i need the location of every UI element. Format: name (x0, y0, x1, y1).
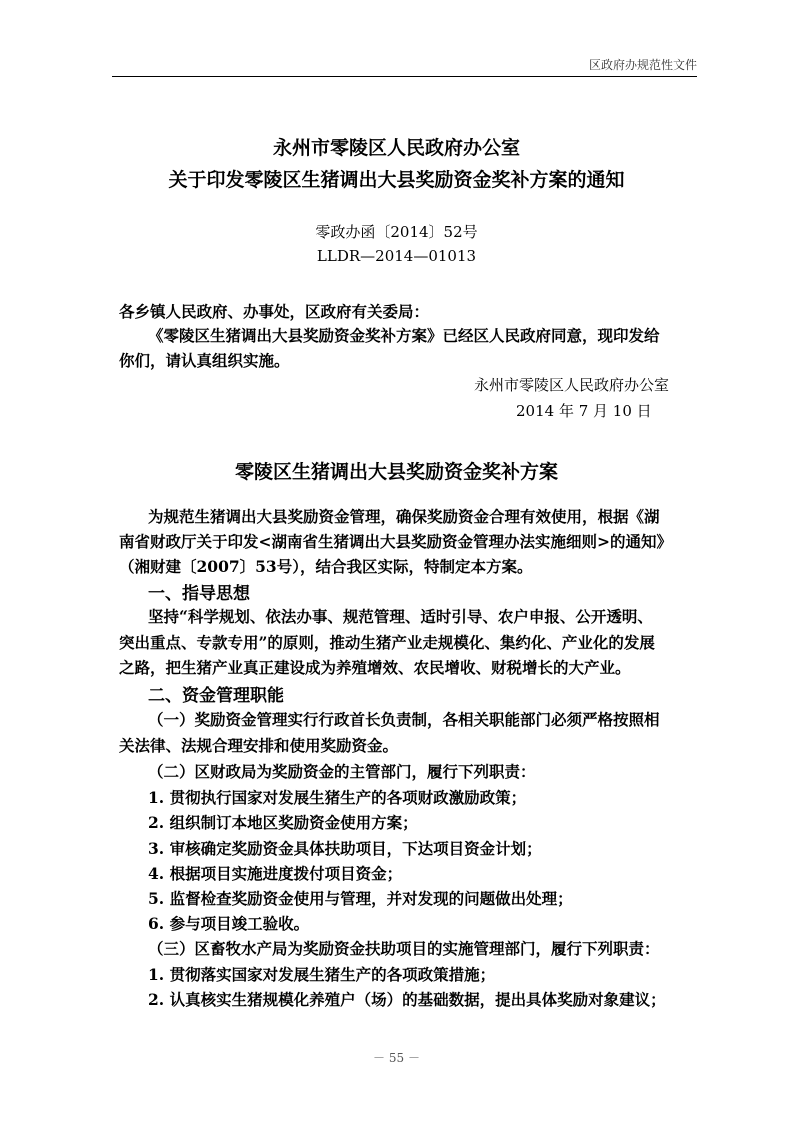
section-line: 坚持“科学规划、依法办事、规范管理、适时引导、农户申报、公开透明、 (148, 607, 653, 626)
section-line: 5. 监督检查奖励资金使用与管理，并对发现的问题做出处理； (148, 889, 573, 908)
section-line: 之路，把生猪产业真正建设成为养殖增效、农民增收、财税增长的大产业。 (119, 658, 631, 677)
intro-line: 为规范生猪调出大县奖励资金管理，确保奖励资金合理有效使用，根据《湖 (148, 507, 660, 526)
issue-date: 2014 年 7 月 10 日 (516, 402, 652, 420)
section-line: 2. 认真核实生猪规模化养殖户（场）的基础数据，提出具体奖励对象建议； (148, 990, 666, 1009)
header-label: 区政府办规范性文件 (588, 58, 697, 72)
section-line: 1. 贯彻执行国家对发展生猪生产的各项财政激励政策； (148, 788, 527, 807)
section-line: 2. 组织制订本地区奖励资金使用方案； (148, 813, 418, 832)
section-line: 4. 根据项目实施进度拨付项目资金； (148, 864, 403, 883)
section-line: （一）奖励资金管理实行行政首长负责制，各相关职能部门必须严格按照相 (148, 710, 660, 729)
intro-line: （湘财建〔2007〕53号），结合我区实际，特制定本方案。 (119, 557, 533, 576)
plan-title: 零陵区生猪调出大县奖励资金奖补方案 (234, 461, 558, 483)
registration-number: LLDR—2014—01013 (316, 247, 477, 265)
section-line: 6. 参与项目竣工验收。 (148, 914, 310, 933)
signatory: 永州市零陵区人民政府办公室 (473, 376, 669, 394)
section-heading: 二、资金管理职能 (148, 686, 284, 706)
section-line: 1. 贯彻落实国家对发展生猪生产的各项政策措施； (148, 965, 496, 984)
notice-body-line: 《零陵区生猪调出大县奖励资金奖补方案》已经区人民政府同意，现印发给 (148, 326, 660, 345)
notice-title: 关于印发零陵区生猪调出大县奖励资金奖补方案的通知 (168, 169, 625, 191)
section-line: （三）区畜牧水产局为奖励资金扶助项目的实施管理部门，履行下列职责： (148, 939, 660, 958)
section-line: 3. 审核确定奖励资金具体扶助项目，下达项目资金计划； (148, 839, 542, 858)
section-line: （二）区财政局为奖励资金的主管部门，履行下列职责： (148, 762, 536, 781)
document-number: 零政办函〔2014〕52号 (315, 223, 478, 241)
intro-line: 南省财政厅关于印发<湖南省生猪调出大县奖励资金管理办法实施细则>的通知》 (119, 532, 672, 551)
section-line: 关法律、法规合理安排和使用奖励资金。 (119, 736, 399, 755)
page-number: － 55 － (373, 1051, 420, 1065)
section-heading: 一、指导思想 (148, 584, 250, 604)
notice-body-line: 你们，请认真组织实施。 (119, 351, 290, 370)
issuer-title: 永州市零陵区人民政府办公室 (272, 137, 520, 159)
addressee: 各乡镇人民政府、办事处，区政府有关委局： (119, 302, 430, 321)
header-rule (112, 76, 697, 77)
section-line: 突出重点、专款专用”的原则，推动生猪产业走规模化、集约化、产业化的发展 (119, 633, 655, 652)
